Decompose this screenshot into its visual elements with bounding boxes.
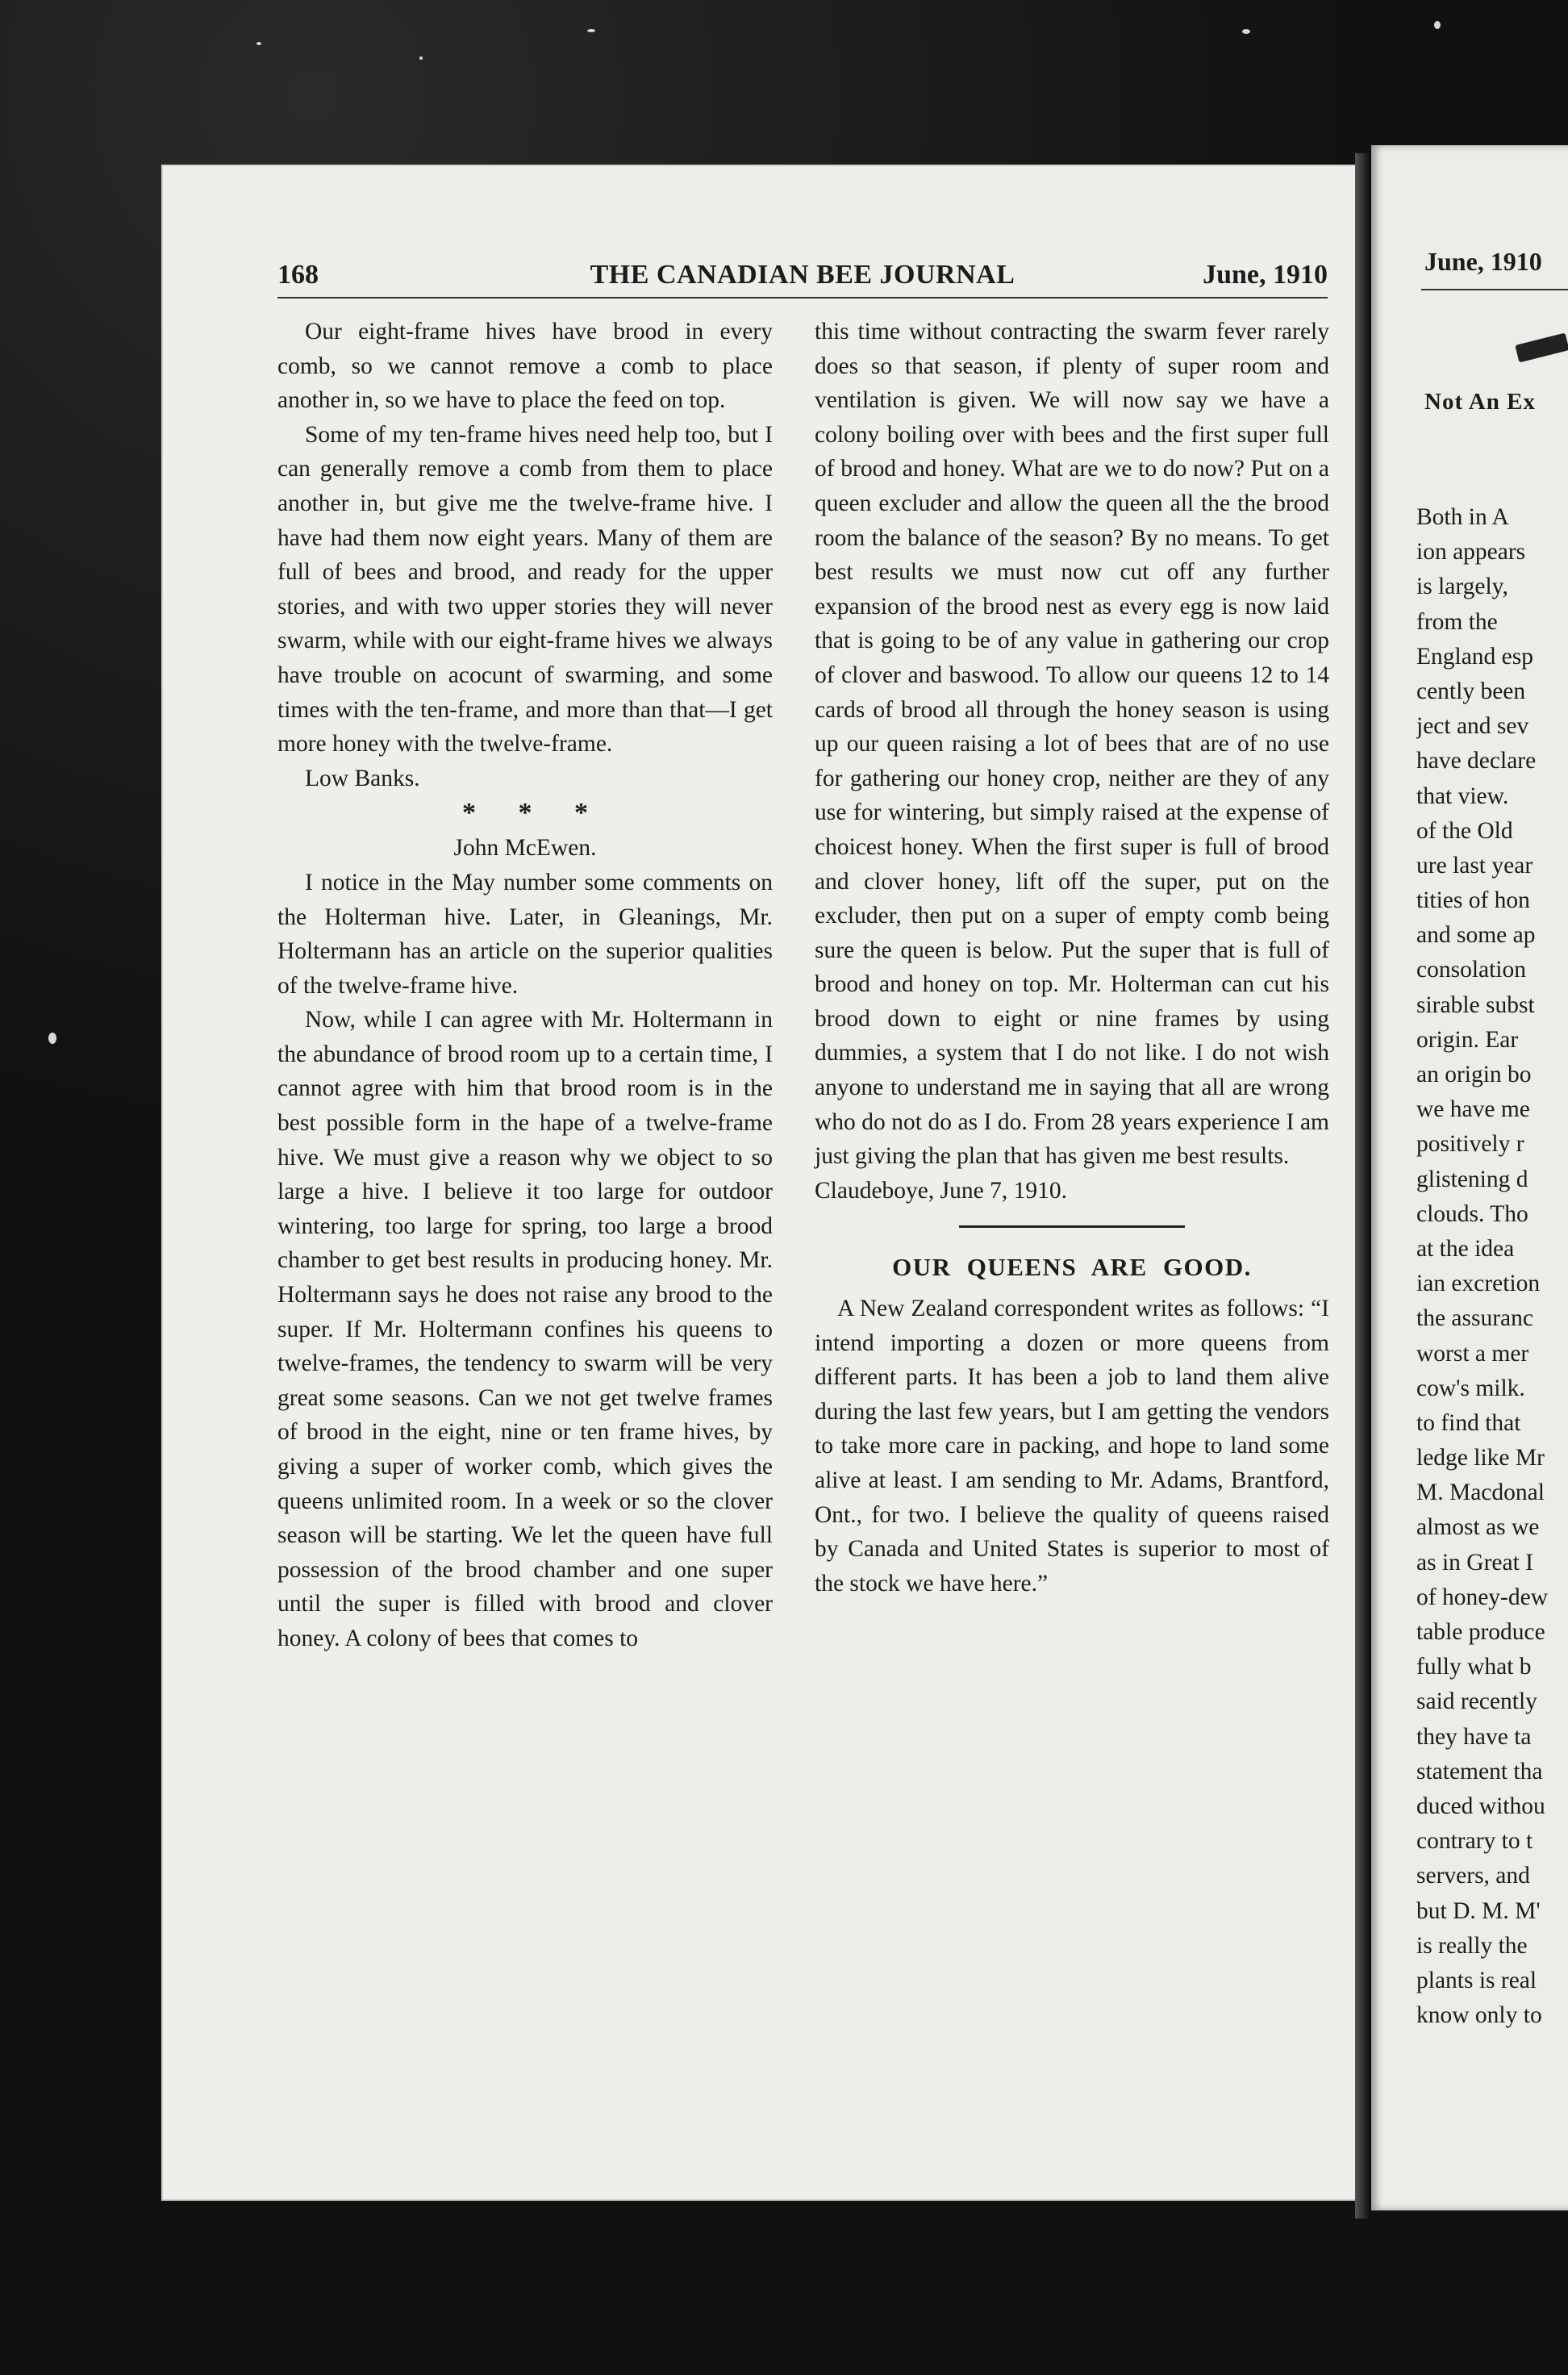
facing-text-line: as in Great I [1416,1549,1533,1576]
issue-date: June, 1910 [1203,260,1328,290]
facing-text-line: an origin bo [1416,1062,1532,1087]
facing-header-rule [1421,289,1568,290]
facing-text-line: cow's milk. [1416,1375,1525,1401]
facing-text-line: consolation [1416,957,1527,983]
facing-text-line: almost as we [1416,1514,1540,1541]
facing-text-line: table produce [1416,1619,1545,1645]
facing-text-line: positively r [1416,1131,1524,1158]
facing-text-line: know only to [1416,2002,1542,2029]
facing-text-line: from the [1416,608,1498,635]
section-rule [959,1225,1185,1228]
facing-text-line: but D. M. M' [1416,1897,1541,1924]
paragraph: I notice in the May number some comments on the Holterman hive. Later, in Gleanings, Mr. Holtermann has an article on the superior qualities of the twelve-frame hive. [277,869,773,999]
facing-text-line: fully what b [1416,1654,1532,1680]
journal-title: THE CANADIAN BEE JOURNAL [590,260,1015,290]
facing-text-line: that view. [1416,783,1509,809]
paragraph: Low Banks. [305,765,420,791]
facing-text-line: England esp [1416,643,1534,670]
paragraph: Some of my ten-frame hives need help too, but I can generally remove a comb from them to place another in, but give me the twelve-frame hive. I have had them now eight years. Many of them are full of bees and brood, and ready for the upper stories, and with two upper stories they will never swarm, while with our eight-frame hives we always have trouble on acocunt of swarming, and some times with the ten-frame, and more than that—I get more honey with the twelve-frame. [277,421,773,758]
facing-text-line: have declare [1416,748,1537,774]
section-title: OUR QUEENS ARE GOOD. [892,1253,1252,1282]
facing-text-line: of honey-dew [1416,1584,1549,1610]
facing-article-title: Not An Ex [1424,389,1536,415]
dust-speck [419,56,423,60]
facing-text-line: worst a mer [1416,1340,1529,1367]
paragraph: Now, while I can agree with Mr. Holtermann in the abundance of brood room up to a certain time, I cannot agree with him that brood room is in the best possible form in the hape of a twelve-frame hive. We must give a reason why we object to so large a hive. I believe it too large for outdoor wintering, too large for spring, too large a brood chamber to get best results in producing honey. Mr. Holtermann says he does not raise any brood to the super. If Mr. Holtermann confines his queens to twelve-frames, the tendency to swarm will be very great some seasons. Can we not get twelve frames of brood in the eight, nine or ten frame hives, by giving a super of worker comb, which gives the queens unlimited room. In a week or so the clover season will be starting. We let the queen have full possession of the brood chamber and one super until the super is filled with brood and clover honey. A colony of bees that comes to [277,1007,773,1651]
dust-speck [1434,21,1441,29]
header-rule [277,297,1328,298]
facing-text-line: we have me [1416,1096,1530,1123]
facing-text-line: plants is real [1416,1967,1537,1993]
dust-speck [587,29,595,32]
facing-text-line: servers, and [1416,1863,1530,1889]
facing-text-line: is really the [1416,1932,1528,1959]
page-number: 168 [277,260,319,290]
facing-text-line: of the Old [1416,817,1513,844]
facing-text-line: ian excretion [1416,1271,1541,1297]
facing-text-line: clouds. Tho [1416,1200,1528,1227]
facing-text-line: origin. Ear [1416,1026,1519,1053]
facing-text-line: ledge like Mr [1416,1445,1545,1471]
facing-text-line: ure last year [1416,852,1533,879]
right-text-column [815,315,1329,1601]
facing-text-line: sirable subst [1416,991,1535,1018]
facing-page-date: June, 1910 [1424,247,1542,276]
paragraph: A New Zealand correspondent writes as follows: “I intend importing a dozen or more queens from different parts. It has been a job to land them alive during the last few years, but I am getting the vendors to take more care in packing, and hope to land some alive at least. I am sending to Mr. Adams, Brantford, Ont., for two. I believe the quality of queens raised by Canada and United States is superior to most of the stock we have here.” [815,1296,1329,1597]
facing-text-line: and some ap [1416,922,1536,949]
dust-speck [48,1033,56,1044]
facing-text-line: at the idea [1416,1235,1515,1262]
author-byline: John McEwen. [453,835,597,862]
facing-text-line: ject and sev [1416,713,1529,740]
facing-text-line: said recently [1416,1688,1537,1715]
paragraph: this time without contracting the swarm fever rarely does so that season, if plenty of super room and ventilation is given. We will now say we have a colony boiling over with bees and the first super full of brood and honey. What are we to do now? Put on a queen excluder and allow the queen all the the brood room the balance of the season? By no means. To get best results we must now cut off any further expansion of the brood nest as every egg is now laid that is going to be of any value in gathering our crop of clover and baswood. To allow our queens 12 to 14 cards of brood all through the honey season is using up our queen raising a lot of bees that are of no use for gathering our honey crop, neither are they of any use for wintering, but simply raised at the expense of choicest honey. When the first super is full of brood and clover honey, lift off the super, put on the excluder, then put on a super of empty comb being sure the queen is below. Put the super that is full of brood and honey on top. Mr. Holterman can cut his brood down to eight or nine frames by using dummies, a system that I do not like. I do not wish anyone to understand me in saying that all are wrong who do not do as I do. From 28 years experience I am just giving the plan that has given me best results. [815,319,1329,1170]
dust-speck [1242,29,1250,34]
journal-page [161,165,1363,2201]
paragraph: Our eight-frame hives have brood in every comb, so we cannot remove a comb to place another in, so we have to place the feed on top. [277,319,773,414]
section-separator: * * * [462,798,606,829]
dateline: Claudeboye, June 7, 1910. [815,1177,1067,1204]
book-gutter [1355,153,1371,2218]
facing-text-line: tities of hon [1416,887,1530,914]
facing-text-line: to find that [1416,1409,1521,1436]
facing-text-line: statement tha [1416,1758,1543,1784]
facing-text-line: the assuranc [1416,1305,1533,1332]
facing-text-line: duced withou [1416,1793,1545,1819]
facing-text-line: contrary to t [1416,1828,1533,1855]
facing-text-line: they have ta [1416,1723,1532,1750]
left-text-column [277,315,773,1656]
facing-text-line: is largely, [1416,574,1508,600]
facing-text-line: cently been [1416,678,1526,704]
dust-speck [256,42,261,45]
facing-text-column [1416,500,1568,2033]
facing-text-line: glistening d [1416,1166,1528,1192]
facing-text-line: Both in A [1416,504,1509,530]
facing-text-line: M. Macdonal [1416,1480,1545,1506]
running-header [277,257,1328,297]
facing-text-line: ion appears [1416,539,1526,566]
